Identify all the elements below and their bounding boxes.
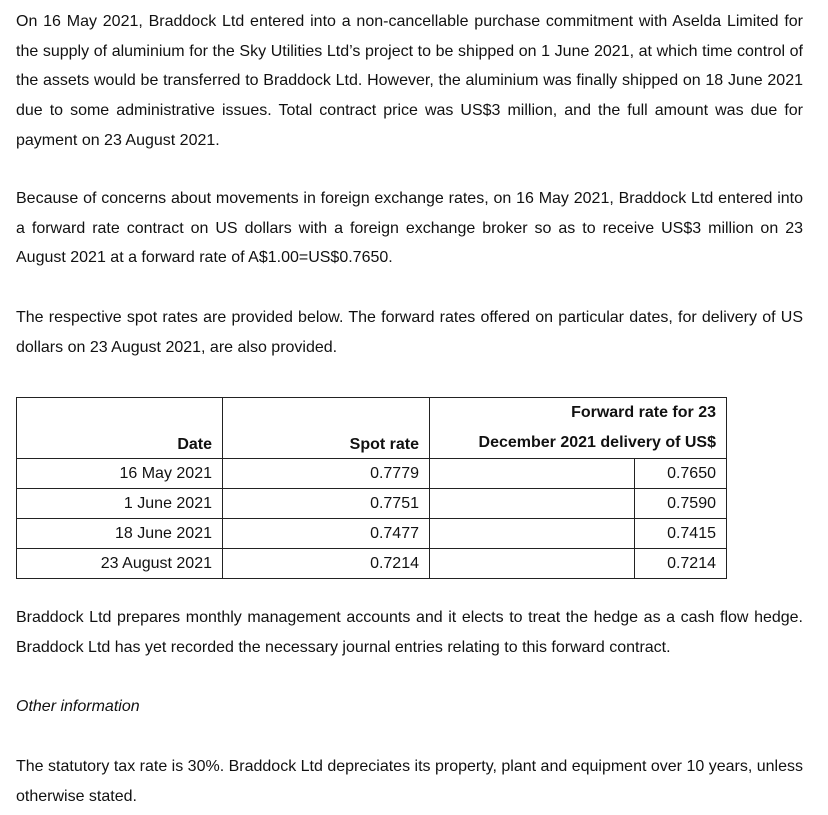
paragraph-cash-flow-hedge: Braddock Ltd prepares monthly management accounts and it elects to treat the hedge as a cash flow hedge. Braddock Ltd has yet recorded the necessary journal entries relating to this forward contract. <box>16 609 803 656</box>
cell-empty <box>430 459 635 489</box>
cell-spot: 0.7751 <box>223 489 430 519</box>
cell-date: 16 May 2021 <box>17 459 223 489</box>
cell-forward: 0.7590 <box>635 489 727 519</box>
paragraph-rates-intro: The respective spot rates are provided below. The forward rates offered on particular dates, for delivery of US dollars on 23 August 2021, are also provided. <box>16 309 803 356</box>
cell-empty <box>430 549 635 579</box>
table-row <box>17 489 727 519</box>
cell-spot: 0.7214 <box>223 549 430 579</box>
exchange-rate-table <box>16 397 727 579</box>
other-information-heading: Other information <box>16 698 140 715</box>
header-forward-rate <box>430 398 727 459</box>
paragraph-forward-contract: Because of concerns about movements in foreign exchange rates, on 16 May 2021, Braddock Ltd entered into a forward rate contract on US dollars with a foreign exchange broker so as to receive US$3 million on 23 August 2021 at a forward rate of A$1.00=US$0.7650. <box>16 190 803 267</box>
header-date: Date <box>17 398 223 459</box>
cell-forward: 0.7214 <box>635 549 727 579</box>
cell-spot: 0.7779 <box>223 459 430 489</box>
cell-empty <box>430 519 635 549</box>
header-forward-line2: December 2021 delivery of US$ <box>478 434 716 451</box>
paragraph-tax-depreciation: The statutory tax rate is 30%. Braddock Ltd depreciates its property, plant and equipment over 10 years, unless otherwise stated. <box>16 758 803 805</box>
header-forward-line1: Forward rate for 23 <box>571 404 716 421</box>
cell-date: 23 August 2021 <box>17 549 223 579</box>
table-row <box>17 519 727 549</box>
cell-forward: 0.7415 <box>635 519 727 549</box>
cell-spot: 0.7477 <box>223 519 430 549</box>
cell-forward: 0.7650 <box>635 459 727 489</box>
paragraph-purchase-commitment: On 16 May 2021, Braddock Ltd entered into a non-cancellable purchase commitment with Aselda Limited for the supply of aluminium for the Sky Utilities Ltd’s project to be shipped on 1 June 2021, at which time control of the assets would be transferred to Braddock Ltd. However, the aluminium was finally shipped on 18 June 2021 due to some administrative issues. Total contract price was US$3 million, and the full amount was due for payment on 23 August 2021. <box>16 13 803 149</box>
table-row <box>17 459 727 489</box>
cell-date: 18 June 2021 <box>17 519 223 549</box>
header-spot-rate: Spot rate <box>223 398 430 459</box>
cell-empty <box>430 489 635 519</box>
table-row <box>17 549 727 579</box>
cell-date: 1 June 2021 <box>17 489 223 519</box>
